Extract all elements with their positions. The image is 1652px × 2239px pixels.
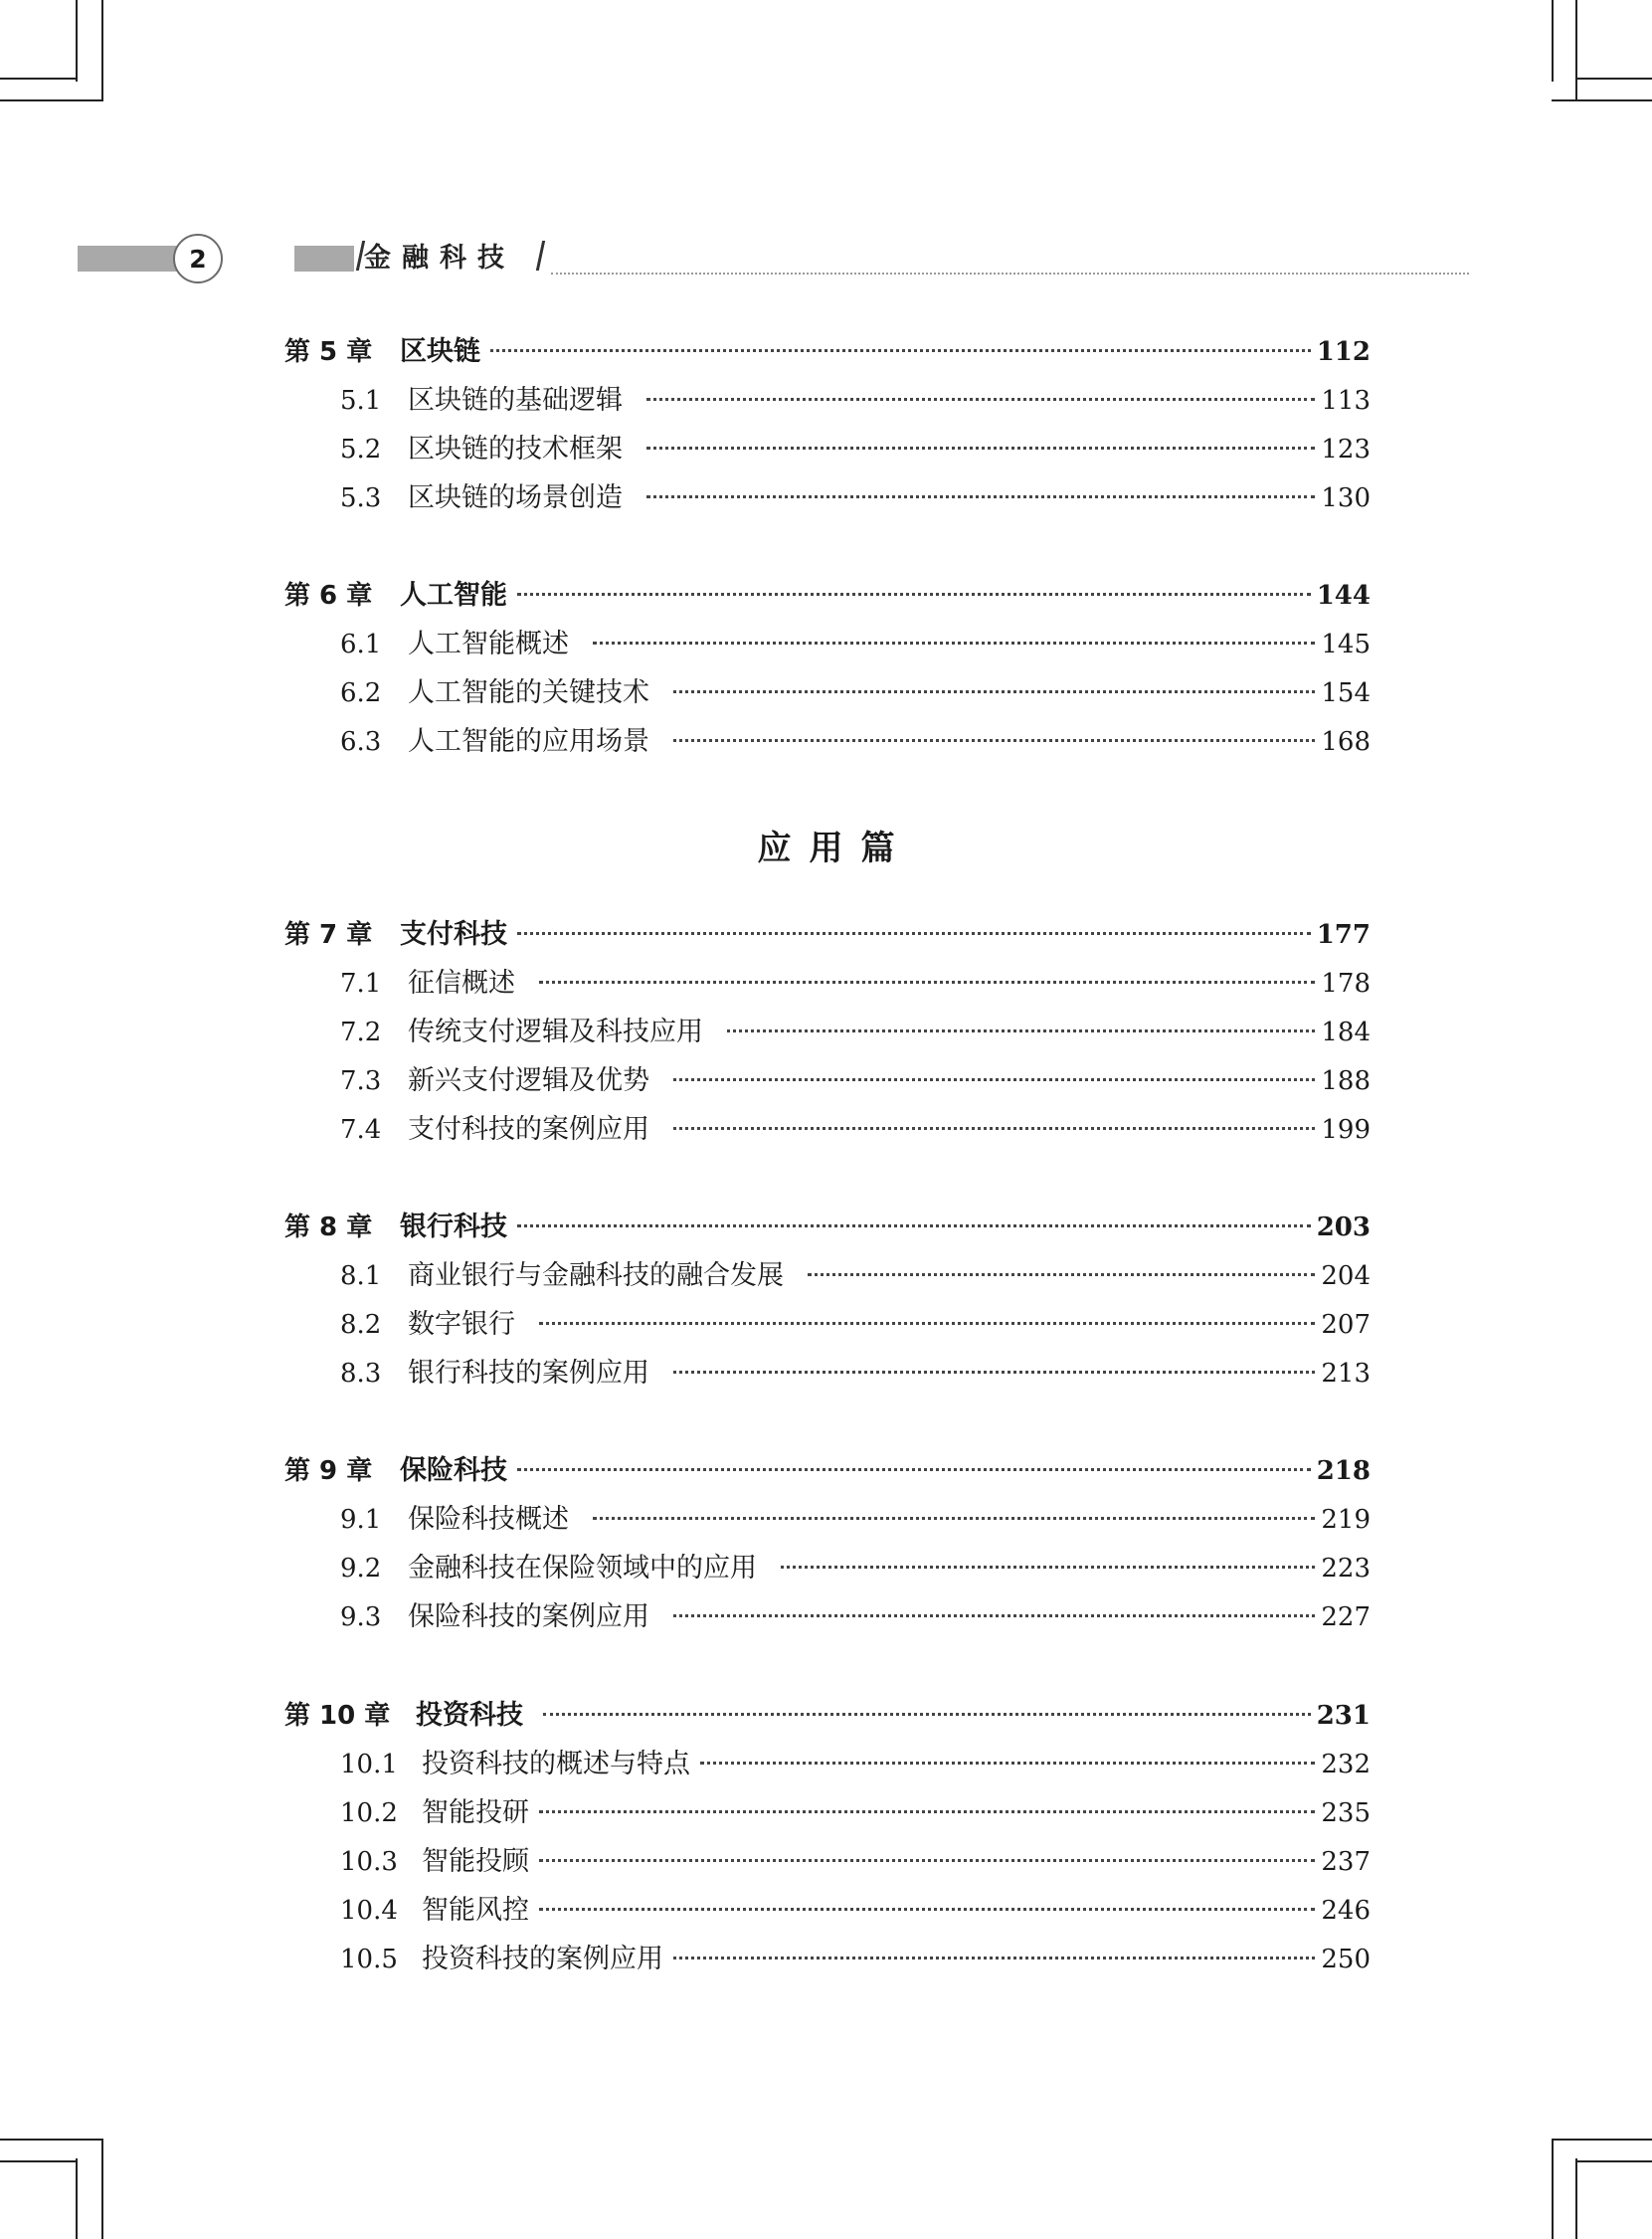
page-ref: 235 bbox=[1321, 1798, 1371, 1828]
section-number: 8.1 bbox=[340, 1261, 382, 1291]
crop-mark bbox=[101, 2139, 103, 2239]
toc-section[interactable] bbox=[340, 1549, 1371, 1588]
section-title: 区块链的场景创造 bbox=[408, 482, 623, 513]
section-number: 10.5 bbox=[340, 1945, 398, 1974]
page-ref: 213 bbox=[1321, 1359, 1371, 1389]
dot-leader bbox=[539, 1322, 1315, 1325]
toc-section[interactable] bbox=[340, 673, 1371, 713]
book-title: 金融科技 bbox=[364, 243, 515, 274]
section-title: 人工智能的应用场景 bbox=[408, 726, 649, 757]
crop-mark bbox=[76, 2158, 78, 2239]
page-ref: 188 bbox=[1321, 1066, 1371, 1096]
toc-section[interactable] bbox=[340, 1793, 1371, 1833]
dot-leader bbox=[539, 981, 1315, 984]
chapter-title: 保险科技 bbox=[400, 1455, 507, 1486]
page-ref: 113 bbox=[1321, 386, 1371, 416]
section-number: 9.3 bbox=[340, 1602, 382, 1632]
dot-leader bbox=[781, 1566, 1315, 1569]
dot-leader bbox=[673, 1078, 1315, 1081]
chapter-title: 投资科技 bbox=[416, 1700, 523, 1731]
chapter-number: 第 9 章 bbox=[284, 1456, 373, 1486]
chapter-number: 第 7 章 bbox=[284, 920, 373, 950]
toc-chapter[interactable] bbox=[284, 1451, 1371, 1491]
chapter-title: 支付科技 bbox=[400, 919, 507, 950]
toc-section[interactable] bbox=[340, 1597, 1371, 1637]
section-number: 8.3 bbox=[340, 1359, 382, 1389]
page-ref: 145 bbox=[1321, 630, 1371, 659]
section-title: 金融科技在保险领域中的应用 bbox=[408, 1553, 757, 1584]
toc-chapter[interactable] bbox=[284, 1696, 1371, 1736]
section-title: 投资科技的概述与特点 bbox=[422, 1749, 690, 1779]
dot-leader bbox=[517, 1224, 1311, 1227]
dot-leader bbox=[673, 1957, 1315, 1959]
section-title: 智能投顾 bbox=[422, 1846, 529, 1877]
section-number: 10.2 bbox=[340, 1798, 398, 1828]
page-ref: 232 bbox=[1321, 1750, 1371, 1779]
crop-mark bbox=[76, 0, 78, 82]
crop-mark bbox=[1552, 2139, 1652, 2141]
section-title: 保险科技的案例应用 bbox=[408, 1601, 649, 1632]
toc-chapter[interactable] bbox=[284, 915, 1371, 955]
toc-chapter[interactable] bbox=[284, 1208, 1371, 1247]
chapter-title: 区块链 bbox=[400, 336, 480, 367]
page-ref: 144 bbox=[1316, 581, 1371, 611]
section-title: 区块链的技术框架 bbox=[408, 434, 623, 465]
toc-section[interactable] bbox=[340, 625, 1371, 664]
dot-leader bbox=[517, 1468, 1311, 1471]
toc-section[interactable] bbox=[340, 1013, 1371, 1052]
page-ref: 231 bbox=[1316, 1701, 1371, 1731]
section-title: 保险科技概述 bbox=[408, 1504, 569, 1535]
crop-mark bbox=[1575, 78, 1652, 80]
toc-section[interactable] bbox=[340, 381, 1371, 421]
toc-section[interactable] bbox=[340, 1256, 1371, 1296]
dot-leader bbox=[646, 398, 1315, 401]
section-number: 6.3 bbox=[340, 727, 382, 757]
section-number: 5.3 bbox=[340, 483, 382, 513]
dot-leader bbox=[517, 593, 1311, 596]
section-title: 传统支付逻辑及科技应用 bbox=[408, 1017, 703, 1047]
dot-leader bbox=[517, 932, 1311, 935]
page-ref: 130 bbox=[1321, 483, 1371, 513]
page-ref: 177 bbox=[1316, 920, 1371, 950]
section-number: 6.1 bbox=[340, 630, 382, 659]
page-ref: 199 bbox=[1321, 1115, 1371, 1145]
crop-mark bbox=[1575, 2160, 1652, 2162]
page-ref: 123 bbox=[1321, 435, 1371, 465]
dot-leader bbox=[673, 739, 1315, 742]
chapter-title: 银行科技 bbox=[400, 1212, 507, 1242]
toc-section[interactable] bbox=[340, 1305, 1371, 1345]
page-ref: 237 bbox=[1321, 1847, 1371, 1877]
section-number: 6.2 bbox=[340, 678, 382, 708]
crop-mark bbox=[0, 99, 101, 101]
chapter-number: 第 10 章 bbox=[284, 1701, 391, 1731]
dot-leader bbox=[808, 1273, 1315, 1276]
dot-leader bbox=[539, 1908, 1315, 1911]
page-ref: 154 bbox=[1321, 678, 1371, 708]
section-title: 新兴支付逻辑及优势 bbox=[408, 1065, 649, 1096]
section-number: 10.4 bbox=[340, 1896, 398, 1926]
page-ref: 223 bbox=[1321, 1554, 1371, 1584]
section-title: 智能风控 bbox=[422, 1895, 529, 1926]
dot-leader bbox=[593, 1517, 1315, 1520]
section-title: 投资科技的案例应用 bbox=[422, 1944, 663, 1974]
part-heading: 应用篇 bbox=[757, 829, 913, 868]
chapter-title: 人工智能 bbox=[400, 580, 507, 611]
page-ref: 204 bbox=[1321, 1261, 1371, 1291]
dot-leader bbox=[673, 1614, 1315, 1617]
dot-leader bbox=[673, 690, 1315, 693]
page-ref: 203 bbox=[1316, 1213, 1371, 1242]
toc-section[interactable] bbox=[340, 1061, 1371, 1101]
dot-leader bbox=[673, 1371, 1315, 1374]
toc-section[interactable] bbox=[340, 1110, 1371, 1150]
section-number: 5.1 bbox=[340, 386, 382, 416]
dot-leader bbox=[539, 1810, 1315, 1813]
crop-mark bbox=[0, 78, 78, 80]
section-number: 8.2 bbox=[340, 1310, 382, 1340]
dot-leader bbox=[673, 1127, 1315, 1130]
toc-section[interactable] bbox=[340, 1891, 1371, 1931]
dot-leader bbox=[543, 1713, 1311, 1716]
dot-leader bbox=[646, 495, 1315, 498]
header-rule bbox=[551, 273, 1469, 275]
page-ref: 207 bbox=[1321, 1310, 1371, 1340]
page-ref: 178 bbox=[1321, 969, 1371, 999]
crop-mark bbox=[1552, 99, 1652, 101]
crop-mark bbox=[101, 0, 103, 101]
page-ref: 184 bbox=[1321, 1018, 1371, 1047]
toc-section[interactable] bbox=[340, 1842, 1371, 1882]
section-number: 7.3 bbox=[340, 1066, 382, 1096]
section-number: 7.2 bbox=[340, 1018, 382, 1047]
page-number: 2 bbox=[173, 234, 223, 283]
crop-mark bbox=[0, 2139, 101, 2141]
section-title: 区块链的基础逻辑 bbox=[408, 385, 623, 416]
section-number: 10.1 bbox=[340, 1750, 398, 1779]
page-ref: 112 bbox=[1316, 337, 1371, 367]
toc-section[interactable] bbox=[340, 1940, 1371, 1979]
dot-leader bbox=[539, 1859, 1315, 1862]
section-title: 人工智能概述 bbox=[408, 629, 569, 659]
section-title: 数字银行 bbox=[408, 1309, 515, 1340]
crop-mark bbox=[0, 2160, 78, 2162]
header-bar bbox=[294, 246, 354, 272]
section-title: 征信概述 bbox=[408, 968, 515, 999]
crop-mark bbox=[1552, 2139, 1554, 2239]
crop-mark bbox=[1552, 0, 1554, 82]
section-title: 商业银行与金融科技的融合发展 bbox=[408, 1260, 784, 1291]
dot-leader bbox=[727, 1029, 1315, 1032]
page-ref: 227 bbox=[1321, 1602, 1371, 1632]
dot-leader bbox=[700, 1762, 1315, 1765]
toc-section[interactable] bbox=[340, 1745, 1371, 1784]
section-number: 7.4 bbox=[340, 1115, 382, 1145]
section-number: 9.2 bbox=[340, 1554, 382, 1584]
page-ref: 250 bbox=[1321, 1945, 1371, 1974]
section-number: 10.3 bbox=[340, 1847, 398, 1877]
toc-chapter[interactable] bbox=[284, 576, 1371, 616]
chapter-number: 第 5 章 bbox=[284, 337, 373, 367]
chapter-number: 第 8 章 bbox=[284, 1213, 373, 1242]
section-number: 5.2 bbox=[340, 435, 382, 465]
crop-mark bbox=[1575, 0, 1577, 101]
section-title: 智能投研 bbox=[422, 1797, 529, 1828]
section-number: 7.1 bbox=[340, 969, 382, 999]
toc-section[interactable] bbox=[340, 1354, 1371, 1394]
page-ref: 246 bbox=[1321, 1896, 1371, 1926]
section-number: 9.1 bbox=[340, 1505, 382, 1535]
page-ref: 218 bbox=[1316, 1456, 1371, 1486]
dot-leader bbox=[593, 642, 1315, 645]
dot-leader bbox=[490, 349, 1311, 352]
running-header bbox=[78, 241, 1371, 280]
section-title: 支付科技的案例应用 bbox=[408, 1114, 649, 1145]
crop-mark bbox=[1575, 2158, 1577, 2239]
page-ref: 219 bbox=[1321, 1505, 1371, 1535]
toc-section[interactable] bbox=[340, 722, 1371, 762]
toc-section[interactable] bbox=[340, 1500, 1371, 1540]
dot-leader bbox=[646, 447, 1315, 450]
page-ref: 168 bbox=[1321, 727, 1371, 757]
toc-section[interactable] bbox=[340, 478, 1371, 518]
section-title: 人工智能的关键技术 bbox=[408, 677, 649, 708]
section-title: 银行科技的案例应用 bbox=[408, 1358, 649, 1389]
toc-section[interactable] bbox=[340, 430, 1371, 469]
header-slash bbox=[536, 241, 545, 271]
toc-chapter[interactable] bbox=[284, 332, 1371, 372]
chapter-number: 第 6 章 bbox=[284, 581, 373, 611]
toc-section[interactable] bbox=[340, 964, 1371, 1004]
